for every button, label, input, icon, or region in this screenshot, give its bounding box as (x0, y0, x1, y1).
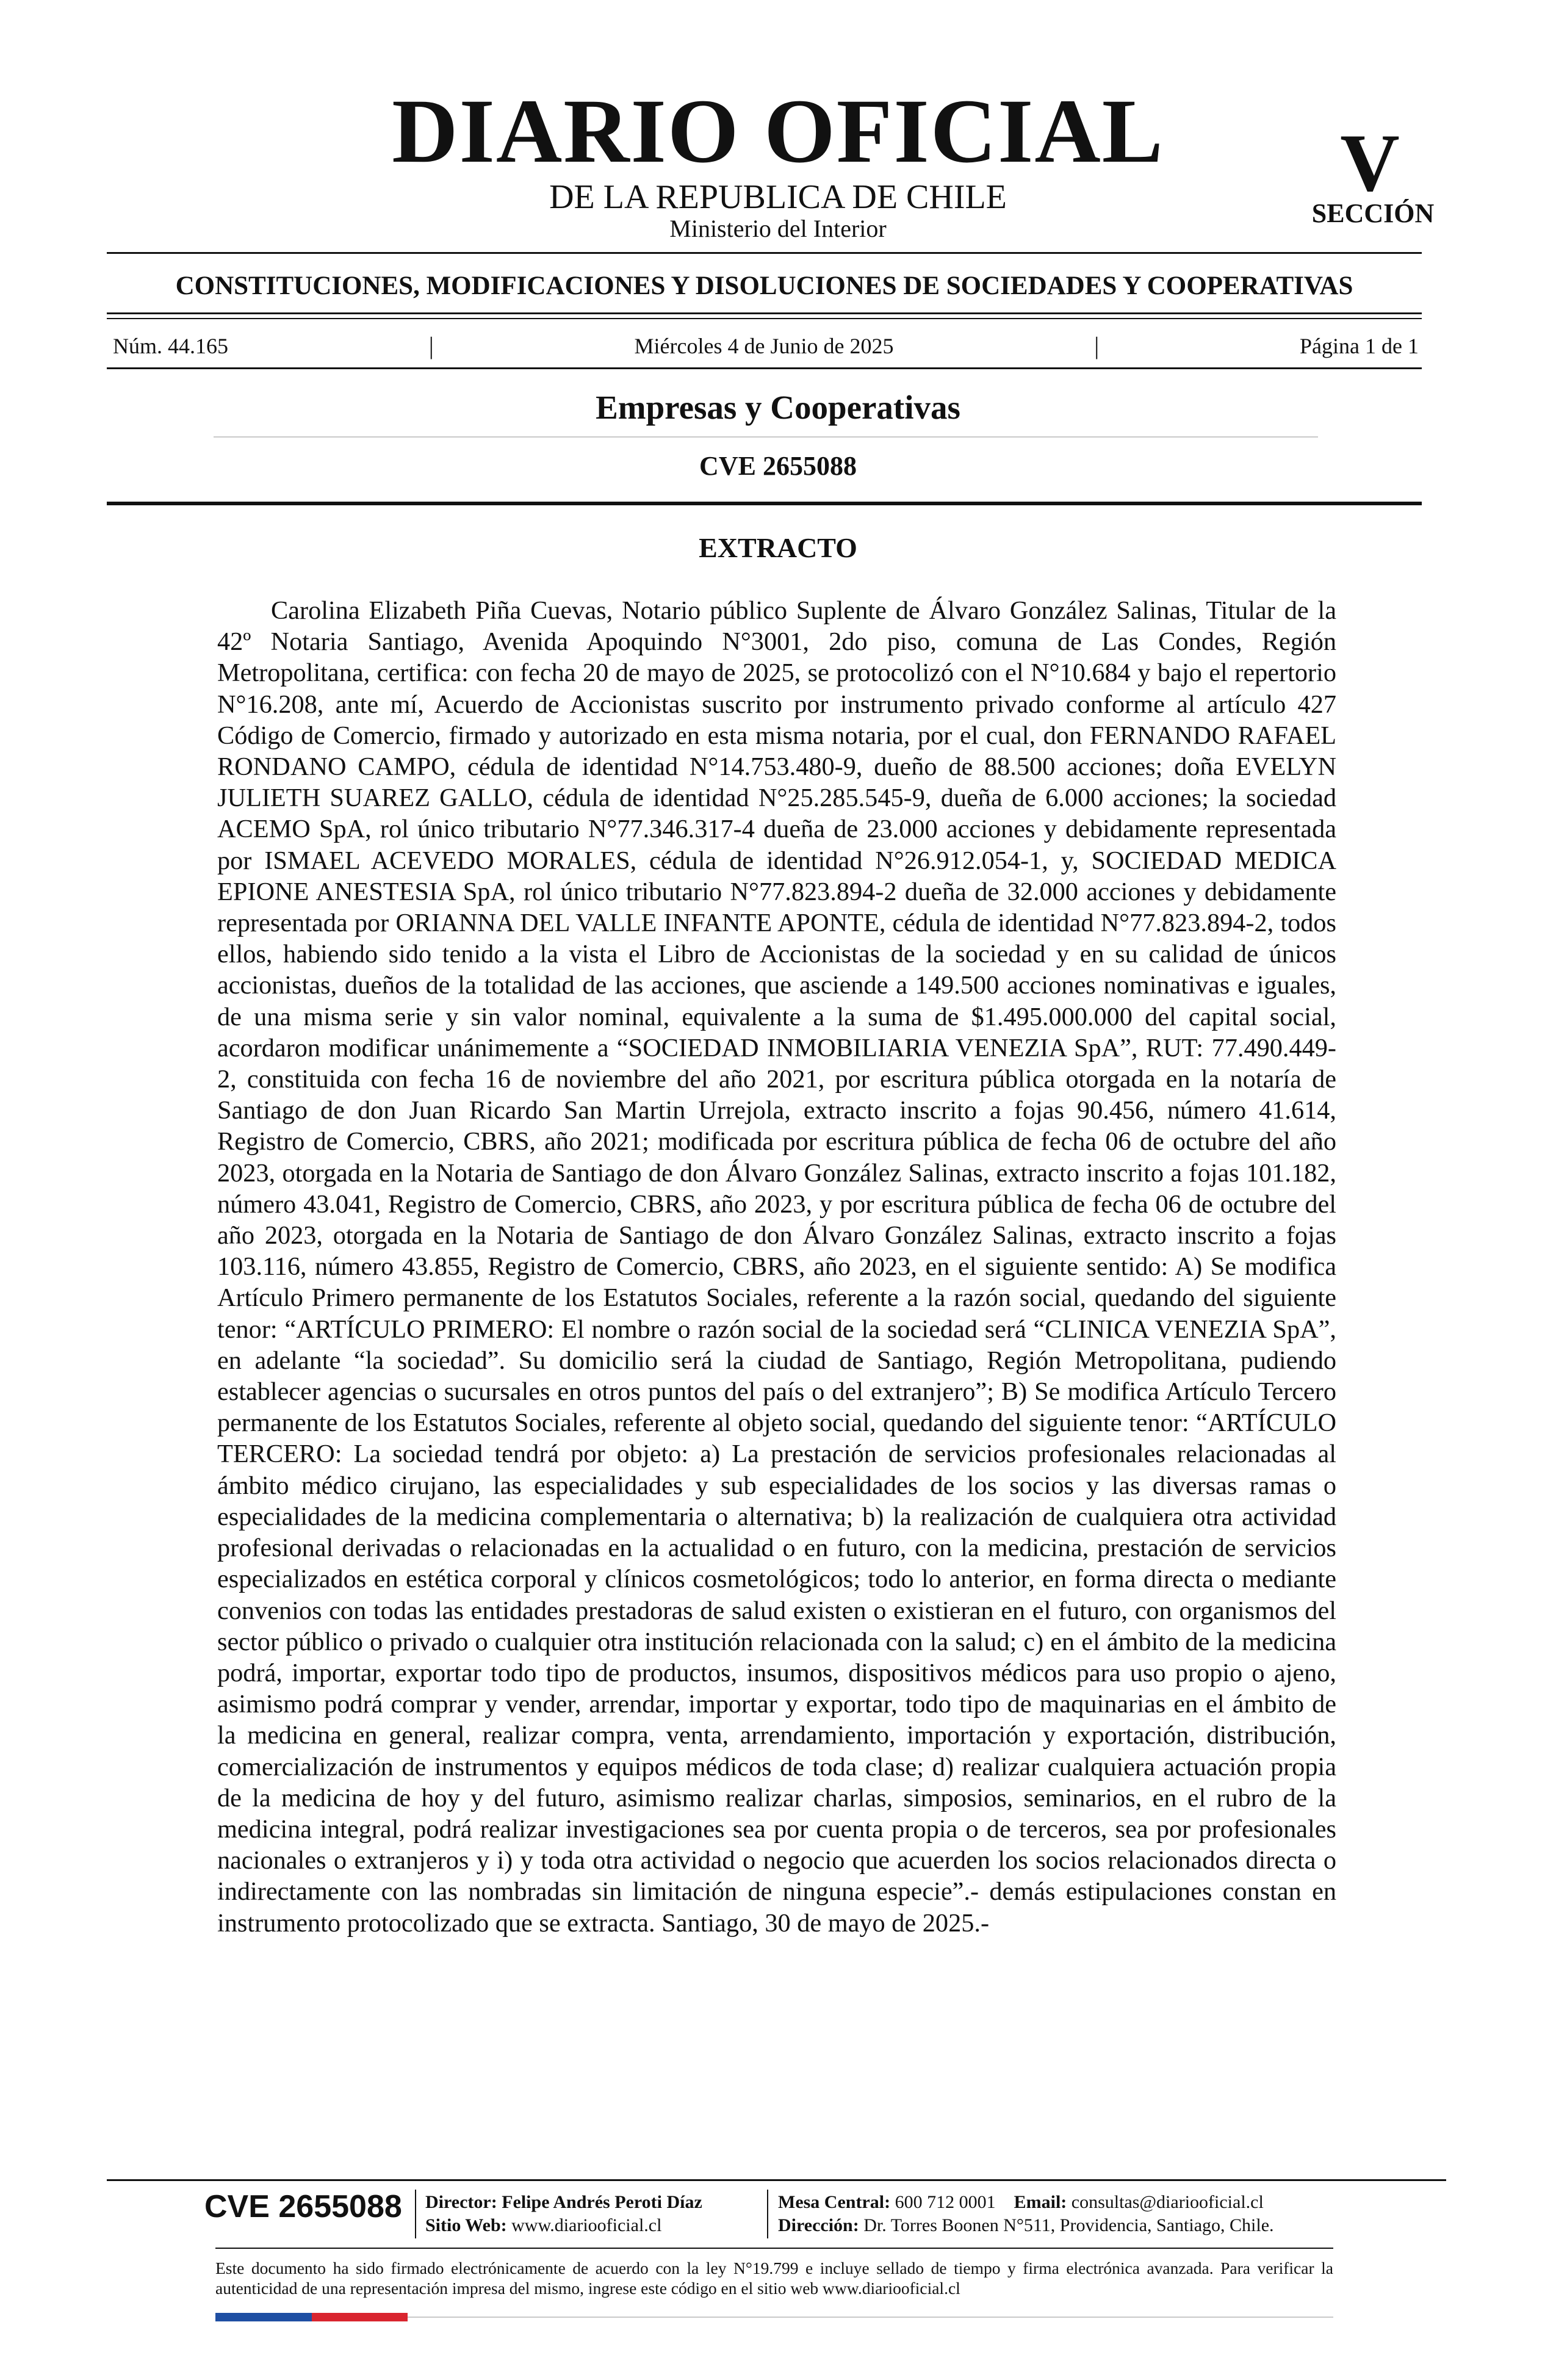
signature-note: Este documento ha sido firmado electrónicamente de acuerdo con la ley N°19.799 e incluye sellado de tiempo y firma electrónica avanzada. Para verificar la autenticidad de una representación impresa del mismo, ingrese este código en el sitio web www.diariooficial.cl (215, 2259, 1333, 2298)
address: Dr. Torres Boonen N°511, Providencia, Santiago, Chile. (863, 2215, 1274, 2235)
address-label: Dirección: (778, 2215, 859, 2235)
issue-info (113, 334, 1419, 358)
masthead-title: DIARIO OFICIAL (392, 81, 1164, 182)
director-name: Felipe Andrés Peroti Díaz (502, 2192, 702, 2212)
category-title: Empresas y Cooperativas (596, 389, 960, 426)
top-rule (107, 252, 1422, 254)
cve-bottom-rule (107, 502, 1422, 505)
section-bottom-rule-2 (107, 318, 1422, 319)
document-heading: EXTRACTO (699, 532, 857, 563)
section-title: CONSTITUCIONES, MODIFICACIONES Y DISOLUCIONES DE SOCIEDADES Y COOPERATIVAS (175, 272, 1353, 300)
phone-number: 600 712 0001 (895, 2192, 996, 2212)
masthead-ministry: Ministerio del Interior (669, 215, 887, 242)
flag-red-stripe (312, 2313, 408, 2321)
masthead-subtitle: DE LA REPUBLICA DE CHILE (549, 178, 1007, 216)
extract-body: Carolina Elizabeth Piña Cuevas, Notario público Suplente de Álvaro González Salinas, Titular de la 42º Notaria Santiago, Avenida Apoquindo N°3001, 2do piso, comuna de Las Condes, Región Metropolitana, certifica: con fecha 20 de mayo de 2025, se protocolizó con el N°10.684 y bajo el repertorio N°16.208, ante mí, Acuerdo de Accionistas suscrito por instrumento privado conforme al artículo 427 Código de Comercio, firmado y autorizado en esta misma notaria, por el cual, don FERNANDO RAFAEL RONDANO CAMPO, cédula de identidad N°14.753.480-9, dueño de 88.500 acciones; doña EVELYN JULIETH SUAREZ GALLO, cédula de identidad N°25.285.545-9, dueña de 6.000 acciones; la sociedad ACEMO SpA, rol único tributario N°77.346.317-4 dueña de 23.000 acciones y debidamente representada por ISMAEL ACEVEDO MORALES, cédula de identidad N°26.912.054-1, y, SOCIEDAD MEDICA EPIONE ANESTESIA SpA, rol único tributario N°77.823.894-2 dueña de 32.000 acciones y debidamente representada por ORIANNA DEL VALLE INFANTE APONTE, cédula de identidad N°77.823.894-2, todos ellos, habiendo sido tenido a la vista el Libro de Accionistas de la sociedad y en su calidad de únicos accionistas, dueños de la totalidad de las acciones, que asciende a 149.500 acciones nominativas e iguales, de una misma serie y sin valor nominal, equivalente a la suma de $1.495.000.000 del capital social, acordaron modificar unánimemente a “SOCIEDAD INMOBILIARIA VENEZIA SpA”, RUT: 77.490.449-2, constituida con fecha 16 de noviembre del año 2021, por escritura pública otorgada en la notaría de Santiago de don Juan Ricardo San Martin Urrejola, extracto inscrito a fojas 90.456, número 41.614, Registro de Comercio, CBRS, año 2021; modificada por escritura pública de fecha 06 de octubre del año 2023, otorgada en la Notaria de Santiago de don Álvaro González Salinas, extracto inscrito a fojas 101.182, número 43.041, Registro de Comercio, CBRS, año 2023, y por escritura pública de fecha 06 de octubre del año 2023, otorgada en la Notaria de Santiago de don Álvaro González Salinas, extracto inscrito a fojas 103.116, número 43.855, Registro de Comercio, CBRS, año 2023, en el siguiente sentido: A) Se modifica Artículo Primero permanente de los Estatutos Sociales, referente a la razón social, quedando del siguiente tenor: “ARTÍCULO PRIMERO: El nombre o razón social de la sociedad será “CLINICA VENEZIA SpA”, en adelante “la sociedad”. Su domicilio será la ciudad de Santiago, Región Metropolitana, pudiendo establecer agencias o sucursales en otros puntos del país o del extranjero”; B) Se modifica Artículo Tercero permanente de los Estatutos Sociales, referente al objeto social, quedando del siguiente tenor: “ARTÍCULO TERCERO: La sociedad tendrá por objeto: a) La prestación de servicios profesionales relacionadas al ámbito médico cirujano, las especialidades y sub especialidades de los socios y las diversas ramas o especialidades de la medicina complementaria o alternativa; b) la realización de cualquiera otra actividad profesional derivadas o relacionadas en la actualidad o en futuro, con la medicina, prestación de servicios especializados en estética corporal y clínicos cosmetológicos; todo lo anterior, en forma directa o mediante convenios con todas las entidades prestadoras de salud existen o existieran en el futuro, con organismos del sector público o privado o cualquier otra institución relacionada con la salud; c) en el ámbito de la medicina podrá, importar, exportar todo tipo de productos, insumos, dispositivos médicos para uso propio o ajeno, asimismo podrá comprar y vender, arrendar, importar y exportar, todo tipo de maquinarias en el ámbito de la medicina en general, realizar compra, venta, arrendamiento, importación y exportación, distribución, comercialización de instrumentos y equipos médicos de toda clase; d) realizar cualquiera actuación propia de la medicina de hoy y del futuro, asimismo realizar charlas, simposios, seminarios, en el rubro de la medicina integral, podrá realizar investigaciones sea por cuenta propia o de terceros, sea por profesionales nacionales o extranjeros y i) y toda otra actividad o negocio que acuerden los socios relacionados directa o indirectamente con las nombradas sin limitación de ninguna especie”.- demás estipulaciones constan en instrumento protocolizado que se extracta. Santiago, 30 de mayo de 2025.- (217, 596, 1336, 1938)
footer-mid-rule (215, 2248, 1333, 2249)
footer-bottom-rule (408, 2317, 1333, 2318)
footer-separator (767, 2190, 768, 2238)
email-label: Email: (1014, 2192, 1067, 2212)
issue-number: Núm. 44.165 (113, 334, 228, 358)
flag-blue-stripe (215, 2313, 312, 2321)
website-label: Sitio Web: (425, 2215, 507, 2235)
footer-contact-block (778, 2191, 1274, 2237)
footer-director-block (425, 2191, 702, 2237)
section-bottom-rule (107, 312, 1422, 314)
email-link[interactable]: consultas@diariooficial.cl (1071, 2192, 1264, 2212)
page-number: Página 1 de 1 (1300, 334, 1419, 358)
section-letter: V (1340, 118, 1400, 209)
info-separator: | (428, 332, 434, 359)
category-divider (214, 436, 1318, 438)
issue-date: Miércoles 4 de Junio de 2025 (634, 334, 894, 358)
footer-separator (415, 2190, 416, 2238)
phone-label: Mesa Central: (778, 2192, 891, 2212)
director-label: Director: (425, 2192, 497, 2212)
section-label: SECCIÓN (1311, 198, 1435, 228)
website-link[interactable]: www.diariooficial.cl (511, 2215, 662, 2235)
cve-code: CVE 2655088 (699, 451, 857, 481)
footer-cve: CVE 2655088 (204, 2189, 402, 2224)
footer-top-rule (107, 2179, 1446, 2181)
info-bottom-rule (107, 367, 1422, 369)
info-separator: | (1094, 332, 1100, 359)
